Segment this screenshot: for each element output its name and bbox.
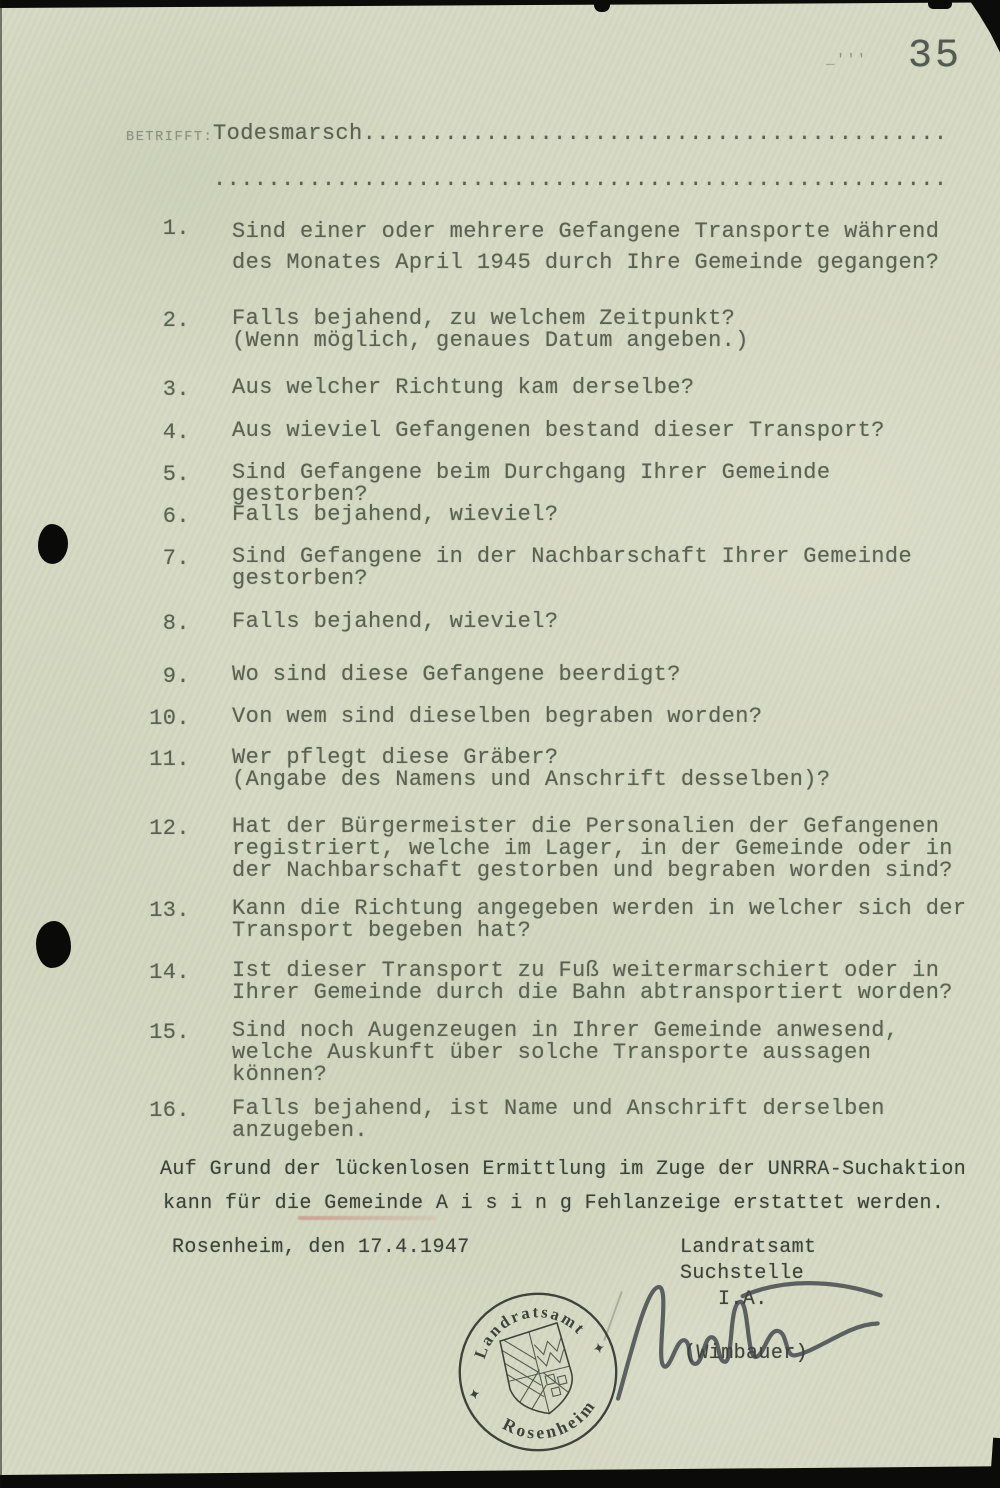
question-number: 13. — [149, 898, 190, 923]
signature-stroke — [596, 1261, 901, 1411]
scan-edge-top — [0, 0, 1000, 8]
question-number: 2. — [162, 308, 190, 333]
signature — [596, 1261, 901, 1411]
question-text: Kann die Richtung angegeben werden in welcher sich der Transport begeben hat? — [232, 896, 967, 943]
ink-blot — [38, 524, 68, 564]
seal-top-text: Landratsamt — [470, 1302, 590, 1361]
subject-dotted-line: ...................................................... — [213, 167, 948, 192]
question-row — [120, 462, 977, 506]
question-number: 4. — [162, 420, 190, 445]
question-number: 14. — [149, 960, 190, 985]
question-text: Von wem sind dieselben begraben worden? — [232, 704, 763, 729]
question-number: 3. — [162, 377, 190, 402]
question-text: Sind Gefangene in der Nachbarschaft Ihrer Gemeinde gestorben? — [232, 544, 913, 591]
seal-star-left: ✦ — [467, 1386, 482, 1403]
scan-edge-left — [0, 0, 2, 1488]
question-text: Sind noch Augenzeugen in Ihrer Gemeinde anwesend, welche Auskunft über solche Transporte aussagen können? — [232, 1018, 899, 1087]
question-row — [120, 216, 977, 278]
closing-line: kann für die Gemeinde A i s i n g Fehlanzeige erstattet werden. — [163, 1192, 945, 1215]
question-text: Wo sind diese Gefangene beerdigt? — [232, 662, 681, 687]
question-number: 8. — [162, 611, 190, 636]
question-text: Falls bejahend, zu welchem Zeitpunkt? (Wenn möglich, genaues Datum angeben.) — [232, 306, 749, 353]
page-number: 35 — [908, 34, 963, 79]
question-row — [120, 611, 977, 636]
faint-pencil-marks: _''' — [826, 52, 868, 68]
question-number: 6. — [162, 504, 190, 529]
question-row — [120, 747, 977, 791]
question-row — [120, 1020, 977, 1086]
subject-label: BETRIFFT: — [126, 130, 214, 145]
scan-edge-right-bottom — [989, 1438, 1000, 1488]
scan-edge-notch — [928, 0, 952, 9]
seal-star-right: ✦ — [592, 1340, 606, 1357]
question-text: Ist dieser Transport zu Fuß weitermarschiert oder in Ihrer Gemeinde durch die Bahn abtransportiert worden? — [232, 958, 953, 1005]
question-number: 12. — [149, 816, 190, 841]
question-text: Aus wieviel Gefangenen bestand dieser Transport? — [232, 418, 885, 443]
question-row — [120, 377, 977, 402]
red-pencil-underline — [298, 1216, 436, 1220]
org-name: Landratsamt — [680, 1236, 817, 1259]
org-department: Suchstelle — [680, 1262, 805, 1285]
question-row — [120, 308, 977, 352]
question-row — [120, 816, 977, 882]
question-text: Hat der Bürgermeister die Personalien der Gefangenen registriert, welche im Lager, in der Gemeinde oder in der Nachbarschaft gestorben und begraben worden sind? — [232, 814, 953, 883]
question-text: Falls bejahend, wieviel? — [232, 502, 559, 527]
question-text: Falls bejahend, ist Name und Anschrift derselben anzugeben. — [232, 1096, 885, 1143]
place-date: Rosenheim, den 17.4.1947 — [172, 1236, 470, 1259]
question-text: Falls bejahend, wieviel? — [232, 609, 559, 634]
question-row — [120, 664, 977, 689]
question-number: 10. — [149, 706, 190, 731]
question-row — [120, 898, 977, 942]
scan-edge-notch — [594, 0, 610, 12]
question-row — [120, 546, 977, 590]
question-number: 5. — [162, 462, 190, 487]
question-row — [120, 504, 977, 529]
seal-bottom-text: Rosenheim — [499, 1394, 600, 1443]
ink-blot — [36, 921, 71, 968]
question-row — [120, 1098, 977, 1142]
question-number: 11. — [149, 747, 190, 772]
question-number: 9. — [162, 664, 190, 689]
question-row — [120, 420, 977, 445]
subject-line: Todesmarsch........................................... — [213, 121, 948, 146]
question-row — [120, 960, 977, 1004]
question-number: 7. — [162, 546, 190, 571]
question-number: 1. — [162, 216, 190, 241]
ia-label: I.A. — [718, 1288, 768, 1311]
question-text: Sind Gefangene beim Durchgang Ihrer Gemeinde gestorben? — [232, 460, 831, 507]
question-text: Aus welcher Richtung kam derselbe? — [232, 375, 695, 400]
question-text: Sind einer oder mehrere Gefangene Transporte während des Monates April 1945 durch Ihre Gemeinde gegangen? — [232, 219, 940, 275]
closing-line: Auf Grund der lückenlosen Ermittlung im Zuge der UNRRA-Suchaktion — [160, 1158, 967, 1181]
question-number: 16. — [149, 1098, 190, 1123]
question-text: Wer pflegt diese Gräber? (Angabe des Namens und Anschrift desselben)? — [232, 745, 831, 792]
signer-name: (Wimbauer) — [684, 1342, 809, 1365]
coat-of-arms-shield — [491, 1320, 581, 1424]
question-number: 15. — [149, 1020, 190, 1045]
question-row — [120, 706, 977, 731]
